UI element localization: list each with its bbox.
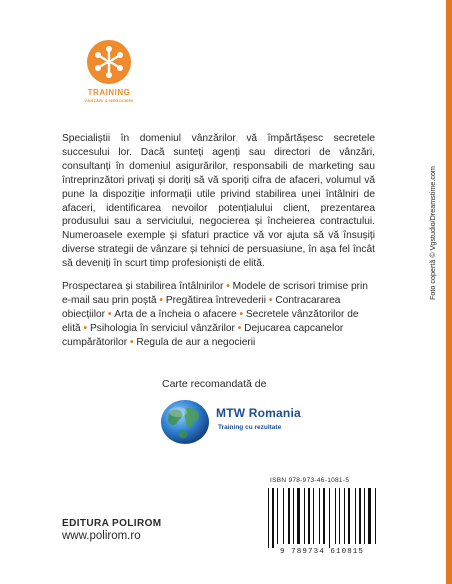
barcode-bar bbox=[268, 488, 269, 548]
topic-item: Psihologia în serviciul vânzărilor bbox=[89, 322, 235, 334]
bullet-separator: • bbox=[226, 281, 233, 292]
barcode-bar bbox=[339, 488, 340, 544]
logo-title: TRAINING bbox=[87, 88, 131, 97]
barcode-bar bbox=[288, 488, 290, 544]
barcode-bar bbox=[329, 488, 330, 548]
barcode-bar bbox=[344, 488, 345, 544]
barcode-bar bbox=[375, 488, 376, 544]
barcode-bar bbox=[348, 488, 350, 544]
bullet-separator: • bbox=[268, 294, 276, 306]
barcode-bar bbox=[283, 488, 284, 544]
topic-item: Modele de scrisori trimise prin e-mail sau prin poștă bbox=[62, 281, 368, 306]
publisher-url: www.polirom.ro bbox=[62, 530, 141, 542]
bullet-separator: • bbox=[237, 322, 245, 334]
barcode-bar bbox=[277, 488, 278, 544]
topics-list bbox=[62, 280, 375, 350]
bullet-separator: • bbox=[107, 308, 115, 320]
barcode-bar bbox=[323, 488, 325, 544]
barcode-bar bbox=[304, 488, 305, 544]
globe-icon bbox=[160, 398, 210, 446]
bullet-separator: • bbox=[129, 336, 137, 348]
barcode-bar bbox=[355, 488, 356, 544]
recommendation-label: Carte recomandată de bbox=[162, 378, 267, 390]
topic-item: Contracararea obiecțiilor bbox=[62, 294, 341, 320]
barcode-bar bbox=[335, 488, 336, 544]
barcode-bar bbox=[308, 488, 310, 544]
barcode-bar bbox=[313, 488, 314, 544]
barcode bbox=[264, 486, 380, 548]
spine-edge bbox=[446, 0, 452, 584]
barcode-icon bbox=[264, 486, 380, 548]
barcode-bar bbox=[272, 488, 274, 548]
barcode-bar bbox=[293, 488, 294, 544]
topic-item: Secretele vânzătorilor de elită bbox=[62, 308, 359, 334]
photo-credit-text: Foto copertă © Vgstudio/Dreamstime.com bbox=[428, 166, 437, 300]
barcode-bar bbox=[359, 488, 361, 544]
mtw-tagline: Training cu rezultate bbox=[218, 424, 282, 431]
barcode-bar bbox=[297, 488, 300, 544]
book-description: Specialiștii în domeniul vânzărilor vă împărtășesc secretele succesului lor. Dacă sunteți agenți sau directori de vânzări, consultanți în domeniul asigurărilor, responsabili de marketing sau întreprinzători privați și doriți să vă sporiți cifra de afaceri, volumul vă pune la dispoziție informații utile privind stabilirea unei întâlniri de afaceri, identificarea nevoilor potențialului client, prezentarea produsului sau a serviciului, negocierea și încheierea contractului. Numeroasele exemple și sfaturi practice vă vor ajuta să vă însușiți diverse strategii de vânzare și tehnici de persuasiune, în așa fel încât să deveniți în scurt timp profesioniști de elită. bbox=[62, 133, 375, 270]
topic-item: Prospectarea și stabilirea întâlnirilor bbox=[62, 281, 224, 292]
bullet-separator: • bbox=[239, 308, 246, 320]
people-circle-icon bbox=[87, 40, 131, 84]
topic-item: Dejucarea capcanelor cumpărătorilor bbox=[62, 322, 344, 348]
barcode-bar bbox=[319, 488, 320, 544]
topic-item: Regula de aur a negocierii bbox=[136, 336, 256, 348]
bullet-separator: • bbox=[83, 322, 90, 334]
logo-subtitle: VÂNZĂRI & NEGOCIERI bbox=[84, 98, 134, 103]
publisher-name: EDITURA POLIROM bbox=[62, 518, 162, 529]
bullet-separator: • bbox=[159, 294, 166, 306]
topic-item: Pregătirea întrevederii bbox=[165, 294, 267, 306]
barcode-bar bbox=[368, 488, 371, 544]
barcode-bar bbox=[364, 488, 365, 544]
mtw-name: MTW Romania bbox=[216, 406, 301, 420]
isbn-label: ISBN 978-973-46-1081-5 bbox=[270, 477, 350, 484]
publisher-block bbox=[62, 518, 162, 542]
topic-item: Arta de a încheia o afacere bbox=[114, 308, 237, 320]
training-logo bbox=[76, 40, 142, 114]
barcode-number: 9 789734 610815 bbox=[279, 548, 364, 556]
mtw-logo bbox=[160, 394, 310, 454]
